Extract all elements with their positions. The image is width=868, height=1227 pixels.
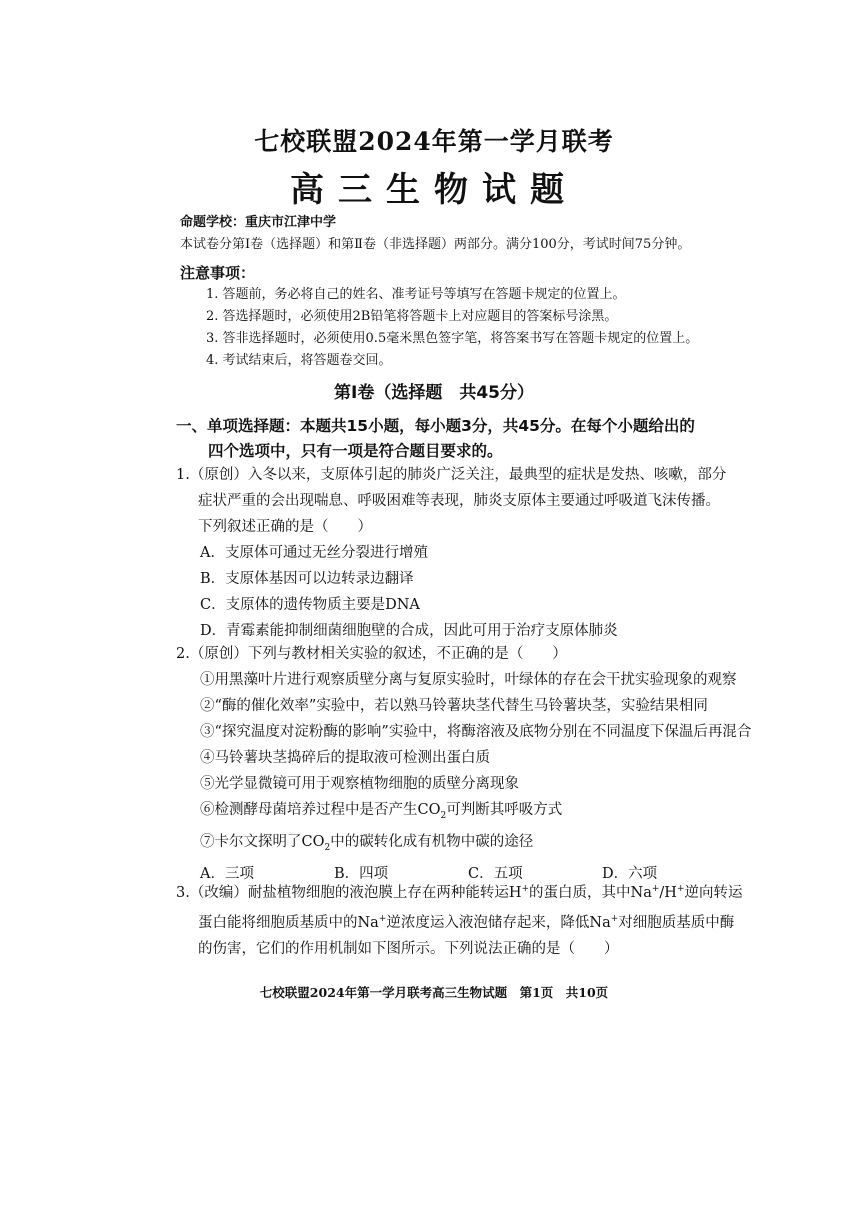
q1-option-d: D．青霉素能抑制细菌细胞壁的合成，因此可用于治疗支原体肺炎	[200, 623, 618, 639]
notice-item: 4. 考试结束后，将答题卷交回。	[206, 353, 392, 368]
q3-l1-b: 的蛋白质，其中Na	[529, 884, 652, 901]
notice-item: 2. 答选择题时，必须使用2B铅笔将答题卡上对应题目的答案标号涂黑。	[206, 309, 618, 324]
section-heading: 第Ⅰ卷（选择题 共45分）	[334, 383, 534, 403]
q2-s7-sub: 2	[324, 842, 331, 853]
q3-sup: +	[651, 884, 660, 894]
q2-option-a: A．三项	[200, 865, 254, 882]
q3-sup: +	[610, 913, 619, 924]
q3-stem-line1	[176, 876, 743, 906]
q2-statement-1: ①用黑藻叶片进行观察质壁分离与复原实验时，叶绿体的存在会干扰实验现象的观察	[200, 672, 737, 688]
q2-s6-post: 可判断其呼吸方式	[446, 802, 563, 818]
q3-l2-b: 逆浓度运入液泡储存起来，降低Na	[386, 914, 611, 931]
q3-stem-line3: 的伤害，它们的作用机制如下图所示。下列说法正确的是（ ）	[198, 940, 619, 957]
notice-heading: 注意事项：	[180, 264, 256, 282]
notice-item: 3. 答非选择题时，必须使用0.5毫米黑色签字笔，将答案书写在答题卡规定的位置上。	[206, 331, 699, 346]
exam-title: 七校联盟2024年第一学月联考	[254, 127, 614, 156]
q3-l2-a: 蛋白能将细胞质基质中的Na	[198, 914, 379, 931]
q1-option-b: B．支原体基因可以边转录边翻译	[200, 571, 414, 587]
q2-s7-post: 中的碳转化成有机物中碳的途径	[330, 833, 534, 850]
q2-s7-pre: ⑦卡尔文探明了CO	[200, 833, 325, 850]
school-line: 命题学校：重庆市江津中学	[180, 215, 337, 230]
notice-list	[206, 284, 698, 372]
q3-sup: +	[378, 913, 387, 924]
page-footer: 七校联盟2024年第一学月联考高三生物试题 第1页 共10页	[259, 985, 609, 1000]
q1-stem-line2: 症状严重的会出现喘息、呼吸困难等表现，肺炎支原体主要通过呼吸道飞沫传播。	[198, 493, 720, 509]
q2-s6-sub: 2	[440, 810, 447, 821]
q2-stem: 2.（原创）下列与教材相关实验的叙述，不正确的是（ ）	[176, 646, 567, 662]
q1-stem-line3: 下列叙述正确的是（ ）	[198, 519, 372, 535]
q2-option-c: C．五项	[468, 865, 523, 882]
notice-item: 1. 答题前，务必将自己的姓名、准考证号等填写在答题卡规定的位置上。	[206, 287, 626, 302]
part-instructions	[176, 414, 736, 464]
part-instructions-line1: 一、单项选择题：本题共15小题，每小题3分，共45分。在每个小题给出的	[176, 417, 695, 435]
intro-line: 本试卷分第Ⅰ卷（选择题）和第Ⅱ卷（非选择题）两部分。满分100分，考试时间75分钟。	[180, 237, 691, 252]
q2-statement-4: ④马铃薯块茎捣碎后的提取液可检测出蛋白质	[200, 750, 490, 766]
q2-option-b: B．四项	[334, 865, 389, 882]
question-3	[176, 876, 743, 962]
q3-l1-d: 逆向转运	[684, 884, 743, 901]
q2-statement-6	[176, 797, 736, 829]
q1-option-a: A．支原体可通过无丝分裂进行增殖	[200, 545, 428, 561]
q3-l1-c: /H	[659, 884, 677, 901]
q1-stem-line1: 1.（原创）入冬以来，支原体引起的肺炎广泛关注，最典型的症状是发热、咳嗽，部分	[176, 467, 727, 483]
q2-statement-5: ⑤光学显微镜可用于观察植物细胞的质壁分离现象	[200, 776, 519, 792]
q2-statement-2: ②“酶的催化效率”实验中，若以熟马铃薯块茎代替生马铃薯块茎，实验结果相同	[200, 698, 708, 714]
q1-option-c: C．支原体的遗传物质主要是DNA	[200, 597, 420, 613]
q3-l1-a: 3.（改编）耐盐植物细胞的液泡膜上存在两种能转运H	[176, 884, 522, 901]
q3-sup: +	[521, 884, 530, 894]
exam-subtitle: 高三生物试题	[290, 170, 578, 210]
q3-sup: +	[676, 884, 685, 894]
q2-statement-3: ③“探究温度对淀粉酶的影响”实验中，将酶溶液及底物分别在不同温度下保温后再混合	[200, 724, 752, 740]
q2-s6-pre: ⑥检测酵母菌培养过程中是否产生CO	[200, 802, 441, 818]
question-1	[176, 462, 736, 644]
q3-l2-c: 对细胞质基质中酶	[618, 914, 735, 931]
q3-stem-line2	[176, 906, 736, 936]
q2-option-d: D．六项	[602, 865, 658, 882]
question-2	[176, 641, 752, 887]
part-instructions-line2: 四个选项中，只有一项是符合题目要求的。	[208, 442, 503, 460]
q2-statement-7	[176, 829, 736, 861]
